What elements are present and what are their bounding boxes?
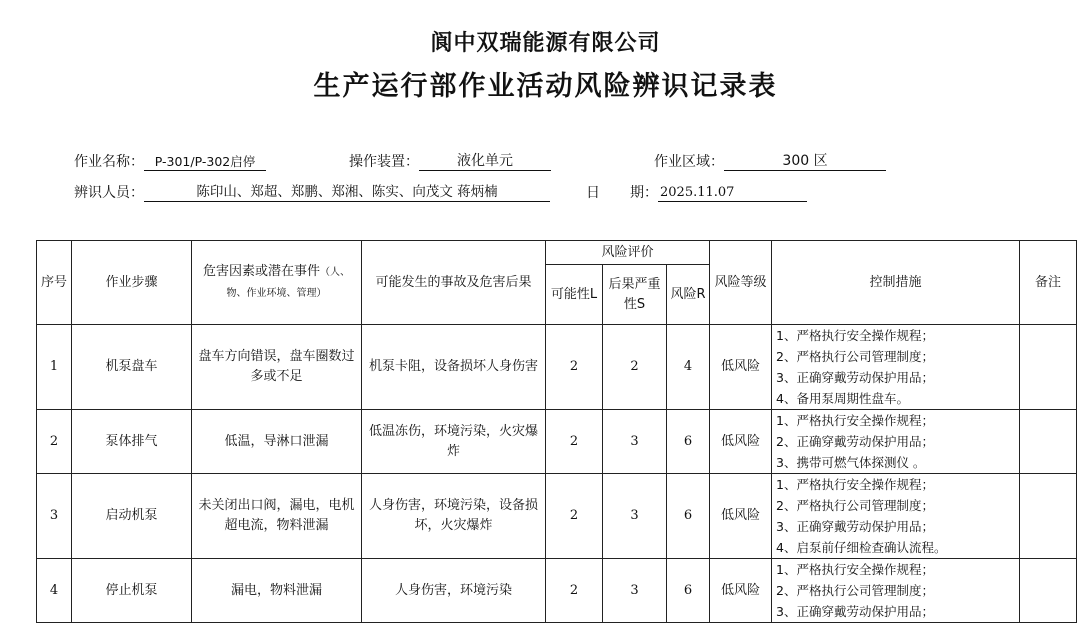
row-hazard: 未关闭出口阀，漏电，电机超电流，物料泄漏: [192, 474, 362, 559]
row-controls: [772, 474, 1020, 559]
row-step: 机泵盘车: [72, 325, 192, 410]
job-name-label: 作业名称：: [74, 154, 144, 170]
header-step: 作业步骤: [72, 241, 192, 325]
company-name: 阆中双瑞能源有限公司: [430, 31, 661, 56]
row-severity: 3: [603, 474, 667, 559]
table-row: [37, 559, 1077, 623]
row-remark: [1020, 325, 1077, 410]
header-hazard-note: （人、物、作业环境、管理）: [226, 266, 350, 299]
header-remark: 备注: [1020, 241, 1077, 325]
row-risk-level: 低风险: [710, 325, 772, 410]
table-row: [37, 410, 1077, 474]
header-hazard-main: 危害因素或潜在事件: [202, 263, 320, 279]
control-item: 3、携带可燃气体探测仪 。: [776, 455, 926, 470]
row-remark: [1020, 410, 1077, 474]
people-label: 辨识人员：: [74, 185, 144, 201]
row-hazard: 低温，导淋口泄漏: [192, 410, 362, 474]
date-field: [586, 182, 807, 202]
header-consequence: 可能发生的事故及危害后果: [362, 241, 546, 325]
job-name-value: P-301/P-302启停: [144, 153, 266, 171]
row-risk-level: 低风险: [710, 410, 772, 474]
row-risk-level: 低风险: [710, 559, 772, 623]
row-step: 停止机泵: [72, 559, 192, 623]
row-controls: [772, 325, 1020, 410]
row-severity: 3: [603, 559, 667, 623]
row-severity: 2: [603, 325, 667, 410]
row-risk: 4: [667, 325, 710, 410]
row-consequence: 人身伤害，环境污染，设备损坏，火灾爆炸: [362, 474, 546, 559]
header-seq: 序号: [37, 241, 72, 325]
control-item: 1、严格执行安全操作规程；: [776, 477, 934, 492]
job-name-field: [74, 151, 266, 171]
area-field: [654, 151, 886, 171]
row-controls: [772, 410, 1020, 474]
control-item: 3、正确穿戴劳动保护用品；: [776, 519, 934, 534]
row-seq: 2: [37, 410, 72, 474]
date-label-b: 期：: [630, 185, 658, 201]
row-seq: 4: [37, 559, 72, 623]
control-item: 1、严格执行安全操作规程；: [776, 413, 934, 428]
date-value: 2025.11.07: [658, 184, 807, 202]
row-step: 启动机泵: [72, 474, 192, 559]
date-label-a: 日: [586, 185, 600, 201]
document-title: 生产运行部作业活动风险辨识记录表: [313, 71, 778, 102]
control-item: 4、备用泵周期性盘车。: [776, 391, 909, 406]
control-item: 1、严格执行安全操作规程；: [776, 328, 934, 343]
row-consequence: 机泵卡阻，设备损坏人身伤害: [362, 325, 546, 410]
row-consequence: 人身伤害，环境污染: [362, 559, 546, 623]
control-item: 4、启泵前仔细检查确认流程。: [776, 540, 947, 555]
control-item: 3、正确穿戴劳动保护用品；: [776, 370, 934, 385]
area-label: 作业区域：: [654, 154, 724, 170]
row-hazard: 盘车方向错误，盘车圈数过多或不足: [192, 325, 362, 410]
table-row: [37, 474, 1077, 559]
header-risk-level: 风险等级: [710, 241, 772, 325]
risk-table: [36, 240, 1077, 623]
header-risk: 风险R: [667, 265, 710, 325]
row-hazard: 漏电，物料泄漏: [192, 559, 362, 623]
control-item: 2、严格执行公司管理制度；: [776, 349, 934, 364]
area-value: 300 区: [724, 153, 886, 171]
row-severity: 3: [603, 410, 667, 474]
row-step: 泵体排气: [72, 410, 192, 474]
people-value: 陈印山、郑超、郑鹏、郑湘、陈实、向茂文 蒋炳楠: [144, 184, 550, 202]
device-label: 操作装置：: [349, 154, 419, 170]
row-likelihood: 2: [546, 559, 603, 623]
device-field: [349, 151, 551, 171]
row-risk: 6: [667, 559, 710, 623]
control-item: 1、严格执行安全操作规程；: [776, 562, 934, 577]
device-value: 液化单元: [419, 153, 551, 171]
row-remark: [1020, 559, 1077, 623]
row-consequence: 低温冻伤，环境污染，火灾爆炸: [362, 410, 546, 474]
row-remark: [1020, 474, 1077, 559]
people-field: [74, 182, 550, 202]
header-control: 控制措施: [772, 241, 1020, 325]
control-item: 2、严格执行公司管理制度；: [776, 498, 934, 513]
row-risk-level: 低风险: [710, 474, 772, 559]
header-hazard: [192, 241, 362, 325]
table-row: [37, 325, 1077, 410]
row-controls: [772, 559, 1020, 623]
row-seq: 1: [37, 325, 72, 410]
row-likelihood: 2: [546, 325, 603, 410]
row-risk: 6: [667, 474, 710, 559]
row-likelihood: 2: [546, 410, 603, 474]
header-likelihood: 可能性L: [546, 265, 603, 325]
row-likelihood: 2: [546, 474, 603, 559]
control-item: 2、正确穿戴劳动保护用品；: [776, 434, 934, 449]
row-risk: 6: [667, 410, 710, 474]
header-severity: 后果严重性S: [603, 265, 667, 325]
control-item: 3、正确穿戴劳动保护用品；: [776, 604, 934, 619]
row-seq: 3: [37, 474, 72, 559]
header-risk-eval: 风险评价: [546, 241, 710, 265]
control-item: 2、严格执行公司管理制度；: [776, 583, 934, 598]
